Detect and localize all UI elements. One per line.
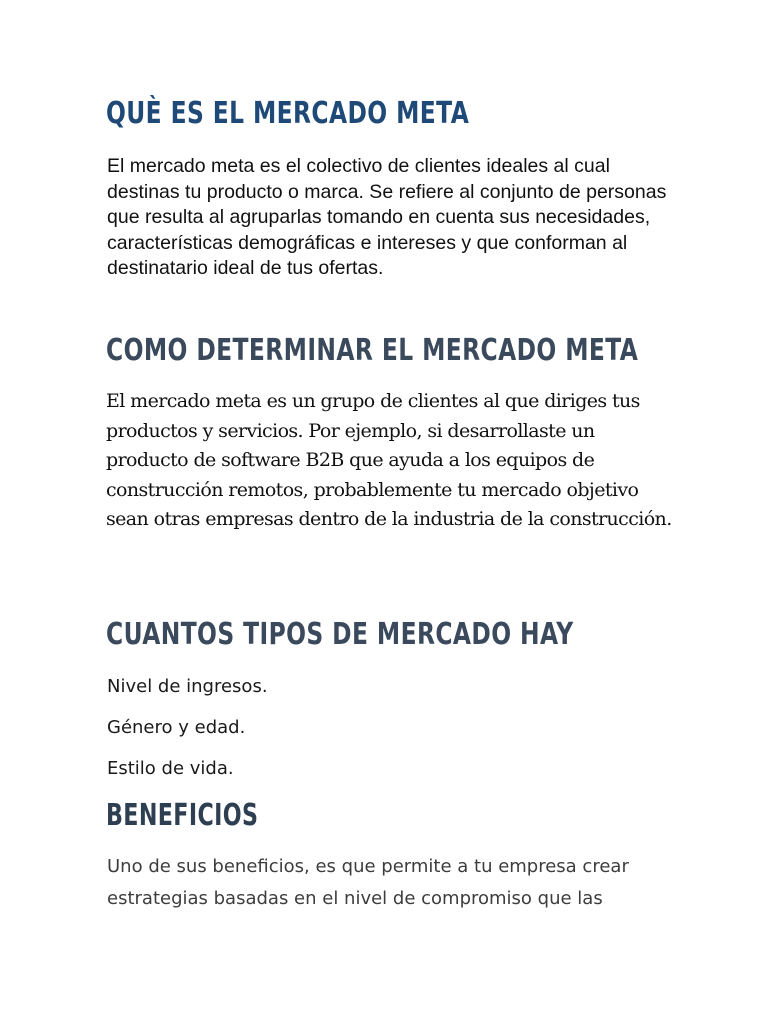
types-list [107,673,268,796]
heading-how-to-determine: COMO DETERMINAR EL MERCADO META [106,333,639,368]
heading-benefits: BENEFICIOS [106,798,259,833]
list-item: Nivel de ingresos. [107,676,268,697]
paragraph-benefits: Uno de sus beneficios, es que permite a tu empresa crear estrategias basadas en el nivel de compromiso que las [107,856,629,909]
paragraph-how-to-determine: El mercado meta es un grupo de clientes al que diriges tus productos y servicios. Por ejemplo, si desarrollaste un producto de software B2B que ayuda a los equipos de construcción remotos, probablemente tu mercado objetivo sean otras empresas dentro de la industria de la construcción. [106,390,672,530]
heading-what-is: QUÈ ES EL MERCADO META [106,96,470,131]
list-item: Género y edad. [107,717,246,738]
paragraph-what-is: El mercado meta es el colectivo de clientes ideales al cual destinas tu producto o marca. Se refiere al conjunto de personas que resulta al agruparlas tomando en cuenta sus necesidades, características demográficas e intereses y que conforman al destinatario ideal de tus ofertas. [107,155,667,279]
list-item: Estilo de vida. [107,758,234,779]
heading-types: CUANTOS TIPOS DE MERCADO HAY [106,617,574,652]
